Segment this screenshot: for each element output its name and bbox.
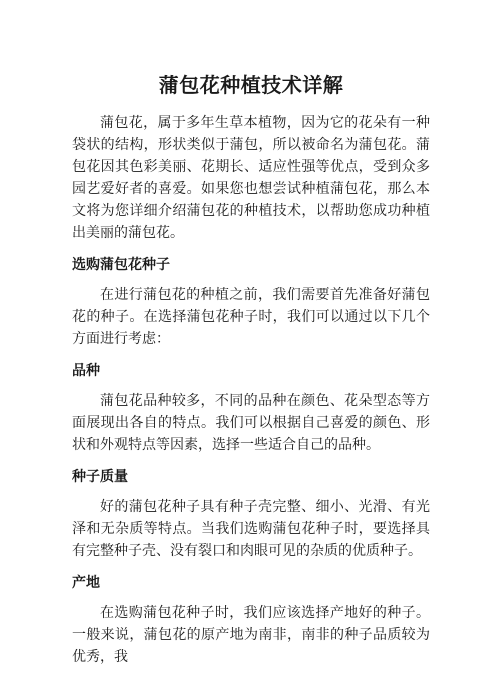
- section-heading-origin: 产地: [72, 575, 100, 591]
- section-paragraph-seed-quality: 好的蒲包花种子具有种子壳完整、细小、光滑、有光泽和无杂质等特点。当我们选购蒲包花种子时，要选择具有完整种子壳、没有裂口和肉眼可见的杂质的优质种子。: [72, 499, 430, 559]
- section-heading-buy-seeds: 选购蒲包花种子: [72, 257, 170, 273]
- section-paragraph-buy-seeds: 在进行蒲包花的种植之前，我们需要首先准备好蒲包花的种子。在选择蒲包花种子时，我们可以通过以下几个方面进行考虑：: [72, 287, 430, 347]
- document-page: [72, 72, 430, 676]
- document-title: 蒲包花种植技术详解: [158, 73, 344, 97]
- section-paragraph-origin: 在选购蒲包花种子时，我们应该选择产地好的种子。一般来说，蒲包花的原产地为南非，南非的种子品质较为优秀，我: [72, 605, 430, 665]
- section-paragraph-variety: 蒲包花品种较多，不同的品种在颜色、花朵型态等方面展现出各自的特点。我们可以根据自己喜爱的颜色、形状和外观特点等因素，选择一些适合自己的品种。: [72, 393, 430, 453]
- intro-paragraph: 蒲包花，属于多年生草本植物，因为它的花朵有一种袋状的结构，形状类似于蒲包，所以被命名为蒲包花。蒲包花因其色彩美丽、花期长、适应性强等优点，受到众多园艺爱好者的喜爱。如果您也想尝试种植蒲包花，那么本文将为您详细介绍蒲包花的种植技术，以帮助您成功种植出美丽的蒲包花。: [72, 115, 430, 241]
- section-heading-seed-quality: 种子质量: [72, 469, 128, 485]
- section-heading-variety: 品种: [72, 363, 100, 379]
